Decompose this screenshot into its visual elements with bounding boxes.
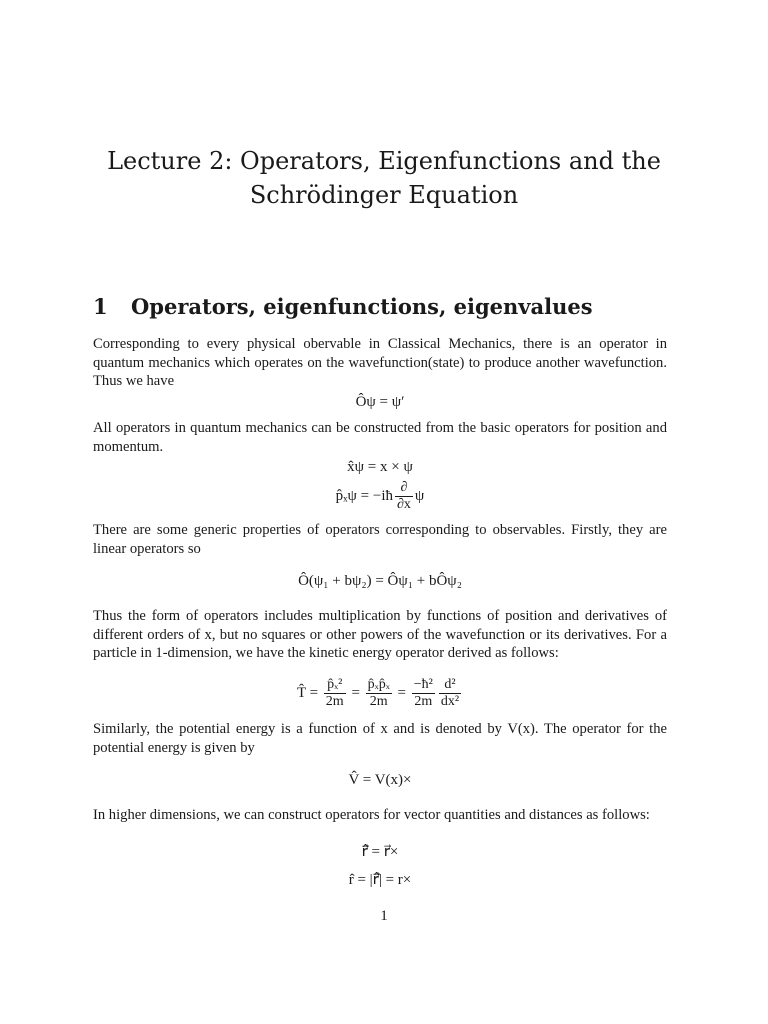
- fraction-denominator: 2m: [414, 694, 433, 709]
- equals-sign: =: [351, 684, 360, 701]
- fraction-numerator: ∂: [395, 480, 413, 497]
- title-line-1: Lecture 2: Operators, Eigenfunctions and the: [107, 147, 661, 175]
- page-number: 1: [380, 908, 388, 924]
- equation-potential-energy: V̂ = V(x)×: [348, 772, 412, 788]
- equation-operator-definition: Ôψ = ψ′: [355, 394, 405, 410]
- equation-vector-position: r⃗̂ = r⃗×: [361, 844, 399, 860]
- paragraph-6: In higher dimensions, we can construct operators for vector quantities and distances as follows:: [93, 807, 650, 823]
- fraction-denominator: 2m: [325, 694, 344, 709]
- fraction-numerator: d²: [439, 677, 461, 694]
- equals-sign: =: [397, 684, 406, 701]
- kinetic-lhs: T̂ =: [296, 684, 319, 701]
- fraction-numerator: p̂ₓ²: [324, 677, 346, 694]
- momentum-lhs: p̂ₓψ = −iħ: [335, 487, 393, 504]
- partial-derivative-fraction: [395, 480, 413, 513]
- lecture-title: [0, 144, 768, 212]
- title-line-2: Schrödinger Equation: [249, 181, 519, 209]
- fraction-numerator: p̂ₓp̂ₓ: [367, 677, 390, 692]
- equation-momentum-operator: [93, 480, 667, 513]
- kinetic-fraction-3: [412, 677, 435, 710]
- paragraph-1: Corresponding to every physical obervable in Classical Mechanics, there is an operator in quantum mechanics which operates on the wavefunction(state) to produce another wavefunction. Thus we have: [93, 336, 667, 389]
- equation-kinetic-energy: [93, 677, 667, 710]
- equation-distance: r̂ = |r⃗̂| = r×: [348, 872, 412, 888]
- equation-position-operator: x̂ψ = x × ψ: [347, 459, 413, 475]
- fraction-numerator: −ħ²: [413, 677, 433, 692]
- fraction-denominator: dx²: [440, 694, 460, 709]
- fraction-denominator: 2m: [369, 694, 388, 709]
- kinetic-fraction-4: [439, 677, 461, 710]
- section-number: 1: [93, 294, 108, 319]
- kinetic-fraction-2: [366, 677, 392, 710]
- section-title: Operators, eigenfunctions, eigenvalues: [131, 294, 593, 319]
- paragraph-3: There are some generic properties of operators corresponding to observables. Firstly, they are linear operators so: [93, 522, 667, 557]
- paragraph-4: Thus the form of operators includes multiplication by functions of position and derivatives of different orders of x, but no squares or other powers of the wavefunction or its derivatives. For a particle in 1-dimension, we have the kinetic energy operator derived as follows:: [93, 608, 667, 661]
- paragraph-5: Similarly, the potential energy is a function of x and is denoted by V(x). The operator for the potential energy is given by: [93, 721, 667, 756]
- fraction-denominator: ∂x: [397, 497, 411, 512]
- equation-linearity: Ô(ψ₁ + bψ₂) = Ôψ₁ + bÔψ₂: [298, 573, 462, 589]
- momentum-rhs: ψ: [414, 487, 425, 504]
- section-heading: [93, 294, 593, 319]
- paragraph-2: All operators in quantum mechanics can be constructed from the basic operators for position and momentum.: [93, 420, 667, 455]
- kinetic-fraction-1: [324, 677, 346, 710]
